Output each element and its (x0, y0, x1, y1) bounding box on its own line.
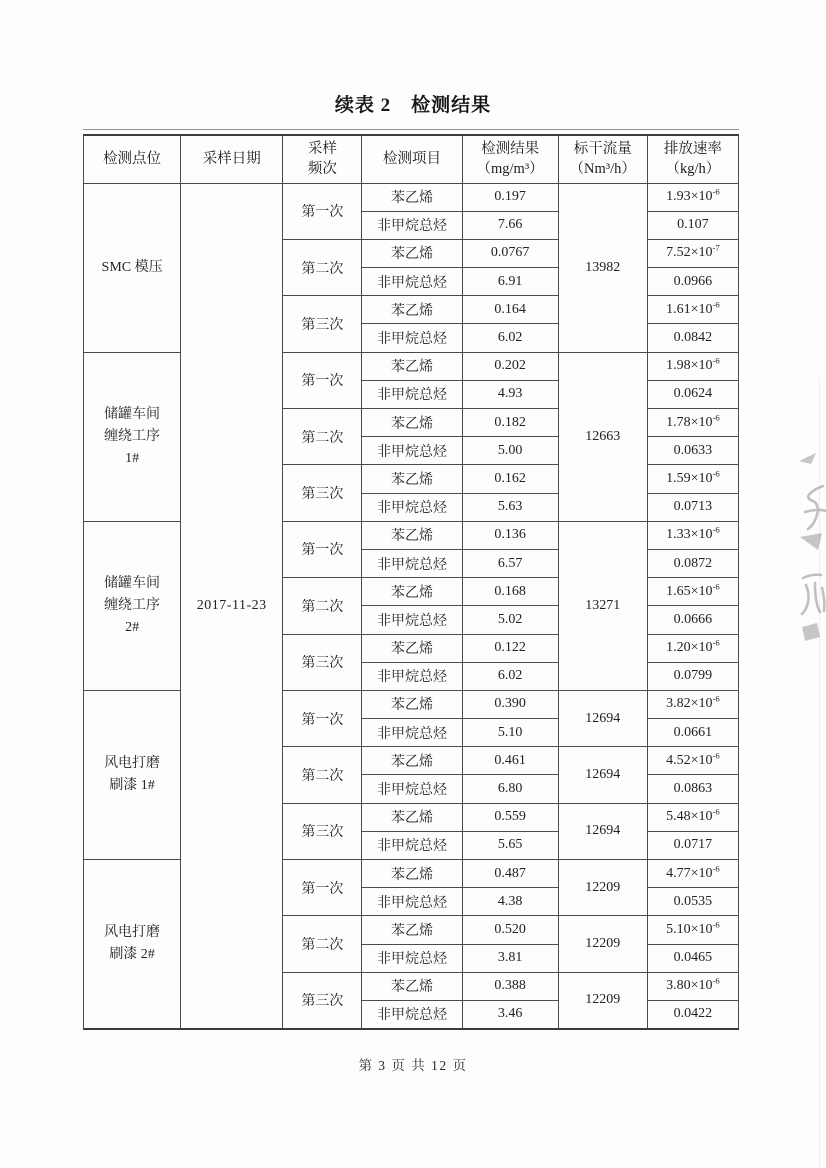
col-header-rate-label-1: 排放速率 (663, 141, 722, 158)
cell-emission-rate: 0.0842 (647, 324, 738, 352)
cell-result: 5.02 (462, 606, 558, 634)
cell-emission-rate: 0.0535 (647, 888, 738, 916)
cell-emission-rate: 0.0422 (647, 1000, 738, 1028)
cell-analyte: 苯乙烯 (362, 916, 462, 944)
cell-flow: 12209 (558, 860, 647, 916)
cell-result: 0.388 (462, 972, 558, 1000)
cell-frequency: 第二次 (283, 239, 362, 295)
cell-analyte: 苯乙烯 (362, 521, 462, 549)
cell-analyte: 苯乙烯 (362, 465, 462, 493)
results-table-container (83, 129, 739, 1030)
col-header-analyte-label: 检测项目 (382, 151, 441, 168)
cell-result: 6.02 (462, 324, 558, 352)
cell-emission-rate: $1.20\times 10^{-6}$ (647, 634, 738, 662)
results-table (83, 134, 739, 1030)
cell-emission-rate: $1.78\times 10^{-6}$ (647, 409, 738, 437)
cell-analyte: 非甲烷总烃 (362, 719, 462, 747)
cell-analyte: 苯乙烯 (362, 860, 462, 888)
cell-emission-rate: $1.33\times 10^{-6}$ (647, 521, 738, 549)
cell-result: 5.63 (462, 493, 558, 521)
stamp-stroke (808, 486, 823, 529)
cell-emission-rate: $1.65\times 10^{-6}$ (647, 578, 738, 606)
cell-frequency: 第三次 (283, 296, 362, 352)
cell-result: 0.164 (462, 296, 558, 324)
cell-result: 0.202 (462, 352, 558, 380)
col-header-flow-label-1: 标干流量 (573, 141, 632, 158)
cell-analyte: 苯乙烯 (362, 578, 462, 606)
cell-result: 0.122 (462, 634, 558, 662)
cell-result: 3.81 (462, 944, 558, 972)
page-title: 续表 2 检测结果 (334, 95, 492, 116)
cell-frequency: 第二次 (283, 747, 362, 803)
cell-analyte: 苯乙烯 (362, 972, 462, 1000)
cell-location: SMC 模压 (84, 183, 181, 352)
col-header-sampling-date (181, 135, 283, 183)
col-header-location (84, 135, 181, 183)
cell-analyte: 苯乙烯 (362, 634, 462, 662)
cell-result: 0.390 (462, 690, 558, 718)
col-header-rate-unit: （kg/h） (665, 161, 721, 178)
table-row (84, 183, 739, 211)
cell-result: 4.93 (462, 380, 558, 408)
cell-analyte: 苯乙烯 (362, 747, 462, 775)
cell-emission-rate: 0.0666 (647, 606, 738, 634)
stamp-stroke (802, 623, 820, 641)
cell-emission-rate: $5.48\times 10^{-6}$ (647, 803, 738, 831)
cell-flow: 12663 (558, 352, 647, 521)
cell-result: 5.10 (462, 719, 558, 747)
cell-result: 0.559 (462, 803, 558, 831)
cell-emission-rate: 0.0717 (647, 831, 738, 859)
cell-result: 5.00 (462, 437, 558, 465)
cell-location: 风电打磨 刷漆 2# (84, 860, 181, 1029)
col-header-result-unit: （mg/m³） (476, 161, 544, 178)
cell-frequency: 第一次 (283, 521, 362, 577)
cell-frequency: 第一次 (283, 860, 362, 916)
cell-emission-rate: 0.0863 (647, 775, 738, 803)
cell-result: 5.65 (462, 831, 558, 859)
cell-emission-rate: 0.0799 (647, 662, 738, 690)
cell-analyte: 非甲烷总烃 (362, 549, 462, 577)
cell-result: 6.02 (462, 662, 558, 690)
cell-result: 0.0767 (462, 239, 558, 267)
cell-emission-rate: $1.98\times 10^{-6}$ (647, 352, 738, 380)
cell-flow: 12694 (558, 803, 647, 859)
cell-frequency: 第二次 (283, 916, 362, 972)
col-header-sampling-date-label: 采样日期 (202, 151, 261, 168)
header-row (84, 135, 739, 183)
cell-result: 0.520 (462, 916, 558, 944)
cell-emission-rate: 0.0465 (647, 944, 738, 972)
col-header-analyte (362, 135, 462, 183)
cell-result: 0.487 (462, 860, 558, 888)
cell-emission-rate: $4.77\times 10^{-6}$ (647, 860, 738, 888)
cell-flow: 12694 (558, 747, 647, 803)
cell-emission-rate: 0.0713 (647, 493, 738, 521)
cell-location: 储罐车间 缠绕工序 1# (84, 352, 181, 521)
cell-frequency: 第三次 (283, 465, 362, 521)
cell-analyte: 非甲烷总烃 (362, 775, 462, 803)
cell-emission-rate: $5.10\times 10^{-6}$ (647, 916, 738, 944)
cell-result: 0.182 (462, 409, 558, 437)
cell-analyte: 非甲烷总烃 (362, 437, 462, 465)
cell-frequency: 第三次 (283, 803, 362, 859)
stamp-stroke (799, 453, 816, 464)
cell-result: 3.46 (462, 1000, 558, 1028)
col-header-result (462, 135, 558, 183)
cell-emission-rate: 0.0624 (647, 380, 738, 408)
cell-result: 0.461 (462, 747, 558, 775)
stamp-watermark (792, 445, 826, 645)
cell-emission-rate: $4.52\times 10^{-6}$ (647, 747, 738, 775)
cell-frequency: 第三次 (283, 972, 362, 1028)
col-header-result-label-1: 检测结果 (481, 141, 540, 158)
cell-emission-rate: $1.61\times 10^{-6}$ (647, 296, 738, 324)
cell-result: 6.80 (462, 775, 558, 803)
cell-analyte: 非甲烷总烃 (362, 944, 462, 972)
cell-emission-rate: 0.0872 (647, 549, 738, 577)
cell-result: 7.66 (462, 211, 558, 239)
cell-frequency: 第一次 (283, 183, 362, 239)
col-header-rate (647, 135, 738, 183)
cell-emission-rate: $3.82\times 10^{-6}$ (647, 690, 738, 718)
cell-result: 0.136 (462, 521, 558, 549)
cell-frequency: 第一次 (283, 352, 362, 408)
cell-result: 6.91 (462, 268, 558, 296)
cell-analyte: 非甲烷总烃 (362, 888, 462, 916)
col-header-frequency (283, 135, 362, 183)
cell-flow: 12694 (558, 690, 647, 746)
cell-sampling-date: 2017-11-23 (181, 183, 283, 1029)
cell-frequency: 第二次 (283, 409, 362, 465)
scan-edge-line (819, 378, 820, 1168)
cell-frequency: 第二次 (283, 578, 362, 634)
cell-analyte: 苯乙烯 (362, 239, 462, 267)
cell-flow: 13271 (558, 521, 647, 690)
stamp-stroke (802, 575, 824, 614)
col-header-location-label: 检测点位 (103, 151, 162, 168)
cell-analyte: 苯乙烯 (362, 690, 462, 718)
cell-analyte: 苯乙烯 (362, 183, 462, 211)
cell-emission-rate: 0.0661 (647, 719, 738, 747)
cell-emission-rate: $1.93\times 10^{-6}$ (647, 183, 738, 211)
cell-analyte: 非甲烷总烃 (362, 606, 462, 634)
cell-result: 0.168 (462, 578, 558, 606)
cell-analyte: 苯乙烯 (362, 296, 462, 324)
results-tbody (84, 183, 739, 1029)
cell-analyte: 非甲烷总烃 (362, 831, 462, 859)
cell-location: 风电打磨 刷漆 1# (84, 690, 181, 859)
cell-frequency: 第一次 (283, 690, 362, 746)
col-header-flow-unit: （Nm³/h） (569, 161, 636, 178)
cell-emission-rate: $7.52\times 10^{-7}$ (647, 239, 738, 267)
cell-analyte: 非甲烷总烃 (362, 662, 462, 690)
cell-analyte: 非甲烷总烃 (362, 380, 462, 408)
cell-analyte: 非甲烷总烃 (362, 211, 462, 239)
cell-result: 0.197 (462, 183, 558, 211)
cell-analyte: 非甲烷总烃 (362, 493, 462, 521)
col-header-frequency-label-1: 采样 (307, 141, 337, 158)
cell-emission-rate: 0.0966 (647, 268, 738, 296)
col-header-frequency-label-2: 频次 (307, 161, 337, 178)
cell-emission-rate: $1.59\times 10^{-6}$ (647, 465, 738, 493)
cell-result: 0.162 (462, 465, 558, 493)
cell-frequency: 第三次 (283, 634, 362, 690)
cell-emission-rate: $3.80\times 10^{-6}$ (647, 972, 738, 1000)
table-top-rule (83, 129, 739, 130)
cell-analyte: 苯乙烯 (362, 803, 462, 831)
stamp-stroke (805, 510, 826, 512)
page-number: 第 3 页 共 12 页 (358, 1058, 468, 1073)
cell-analyte: 苯乙烯 (362, 352, 462, 380)
cell-flow: 12209 (558, 972, 647, 1028)
cell-analyte: 非甲烷总烃 (362, 1000, 462, 1028)
cell-analyte: 非甲烷总烃 (362, 268, 462, 296)
cell-emission-rate: 0.0633 (647, 437, 738, 465)
cell-location: 储罐车间 缠绕工序 2# (84, 521, 181, 690)
cell-flow: 13982 (558, 183, 647, 352)
cell-result: 4.38 (462, 888, 558, 916)
cell-analyte: 非甲烷总烃 (362, 324, 462, 352)
cell-flow: 12209 (558, 916, 647, 972)
cell-emission-rate: 0.107 (647, 211, 738, 239)
cell-analyte: 苯乙烯 (362, 409, 462, 437)
col-header-flow (558, 135, 647, 183)
cell-result: 6.57 (462, 549, 558, 577)
